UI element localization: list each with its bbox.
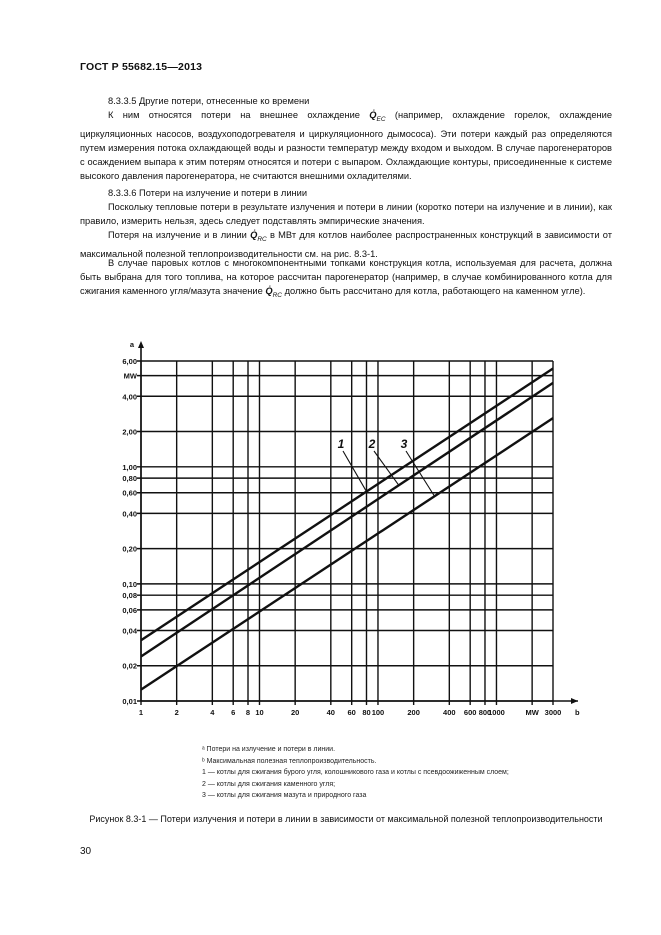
y-tick-label: 0,08	[122, 591, 137, 601]
x-tick-label: MW	[525, 708, 539, 717]
section-heading-8-3-3-5: 8.3.3.5 Другие потери, отнесенные ко времени	[108, 96, 310, 106]
y-tick-label: 0,06	[122, 605, 137, 615]
y-tick-label: 2,00	[122, 427, 137, 437]
series-label-3: 3	[400, 437, 408, 451]
x-tick-label: 40	[326, 708, 335, 717]
figure-caption: Рисунок 8.3-1 — Потери излучения и потери в линии в зависимости от максимальной полезной теплопроизводительности	[89, 814, 603, 824]
series-label-1: 1	[337, 437, 345, 451]
note-b: ᵇ Максимальная полезная теплопроизводительность.	[202, 757, 377, 765]
chart-grid	[137, 361, 553, 705]
y-tick-label: 0,80	[122, 474, 137, 484]
x-tick-label: 20	[290, 708, 300, 717]
paragraph-external-cooling: К ним относятся потери на внешнее охлаждение $Q̇_{EC}$ (например, охлаждение горелок, охлаждение циркуляционных насосов, воздухоподогревателя и циркуляционного дымососа). Эти потери каждый раз определяются путем измерения потока охлаждающей воды и разности температур между входом и выходом. В случае парогенераторов с осаждением выпара к этим потерям относятся и потери с выпаром. Охлаждающие контуры, присоединенные к системе высокого давления парогенератора, не считаются внешними охладителями.	[80, 110, 612, 181]
note-2: 2 — котлы для сжигания каменного угля;	[202, 780, 336, 788]
series-label-2: 2	[368, 437, 376, 451]
page-header: ГОСТ Р 55682.15—2013	[80, 61, 203, 73]
section-heading-8-3-3-6: 8.3.3.6 Потери на излучение и потери в линии	[108, 188, 308, 198]
x-tick-label: 100	[371, 708, 385, 717]
page-number: 30	[80, 846, 92, 857]
paragraph-radiation-loss: Потеря на излучение и в линии $Q̇_{RC}$ в МВт для котлов наиболее распространенных конструкций в зависимости от максимальной полезной теплопроизводительности см. на рис. 8.3-1.	[80, 230, 612, 259]
x-axis-label: b	[575, 708, 580, 717]
series-line-2	[141, 383, 553, 657]
x-tick-label: 1	[138, 708, 144, 717]
note-3: 3 — котлы для сжигания мазута и природного газа	[202, 792, 367, 800]
y-tick-label: 0,40	[122, 509, 137, 519]
y-tick-label: 4,00	[122, 392, 137, 402]
series-callout-3	[406, 451, 435, 496]
x-tick-label: 8	[245, 708, 251, 717]
y-tick-label: 0,20	[122, 544, 137, 554]
x-tick-label: 60	[347, 708, 356, 717]
x-tick-label: 3000	[544, 708, 562, 717]
y-axis-arrow	[138, 341, 144, 348]
x-tick-label: 4	[210, 708, 215, 717]
chart-series	[141, 369, 553, 690]
y-tick-label: 0,04	[122, 626, 137, 636]
note-1: 1 — котлы для сжигания бурого угля, колошникового газа и котлы с псевдоожиженным слоем;	[202, 769, 509, 777]
y-tick-label: 0,10	[122, 579, 137, 589]
x-tick-label: 2	[174, 708, 179, 717]
y-tick-label: 0,60	[122, 488, 137, 498]
x-tick-label: 800	[478, 708, 492, 717]
note-a: ᵃ Потери на излучение и потери в линии.	[202, 746, 336, 753]
series-callout-1	[343, 451, 366, 492]
x-tick-label: 80	[362, 708, 371, 717]
y-tick-label: 1,00	[122, 462, 137, 472]
y-tick-label: 6,00	[122, 357, 137, 366]
x-tick-label: 600	[463, 708, 477, 717]
x-tick-label: 6	[231, 708, 236, 717]
paragraph-empirical-values: Поскольку тепловые потери в результате излучения и потери в линии (коротко потери на излучение и в линии), как правило, измерить нельзя, здесь следует подставлять эмпирические значения.	[80, 202, 612, 226]
y-tick-label: 0,02	[122, 661, 137, 671]
y-tick-label: 0,01	[122, 697, 137, 706]
series-line-1	[141, 369, 553, 641]
y-axis-label: a	[129, 340, 135, 349]
figure-notes	[202, 744, 509, 802]
y-tick-label: MW	[123, 371, 137, 381]
paragraph-multi-fuel-boilers: В случае паровых котлов с многокомпонентными топками конструкция котла, используемая для расчета, должна быть выбрана для того топлива, на которое рассчитан парогенератор (например, в случае комбинированного котла для сжигания каменного угля/мазута значение $Q̇_{RC}$ должно быть рассчитано для котла, работающего на каменном угле).	[80, 258, 612, 299]
x-tick-label: 1000	[488, 708, 505, 717]
x-axis-arrow	[571, 698, 578, 704]
x-tick-label: 400	[443, 708, 456, 717]
x-tick-label: 10	[255, 708, 264, 717]
x-tick-label: 200	[407, 708, 420, 717]
